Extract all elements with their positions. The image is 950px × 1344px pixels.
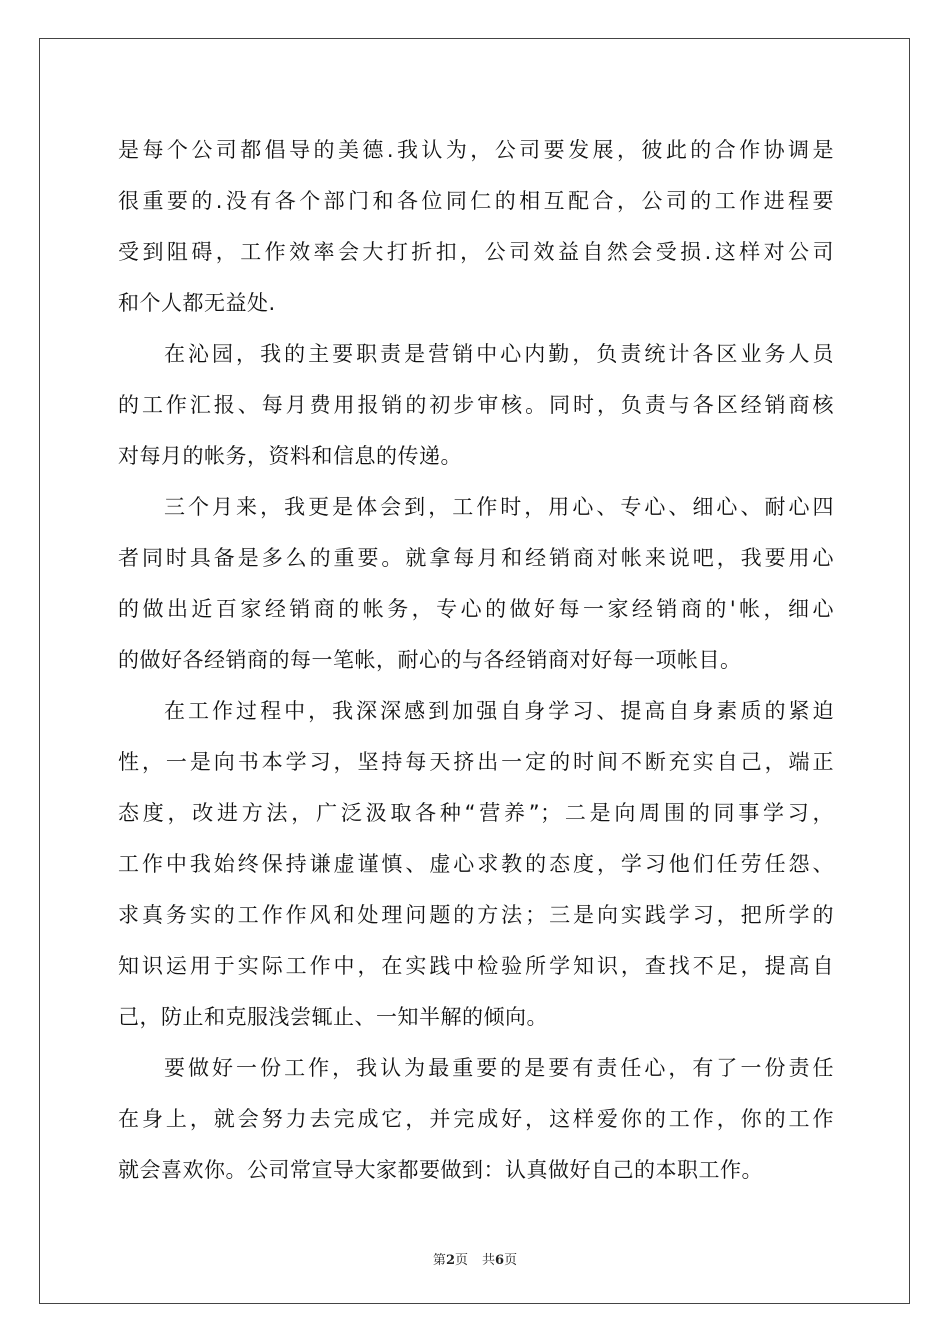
text-line: 是每个公司都倡导的美德.我认为，公司要发展，彼此的合作协调是 bbox=[118, 138, 834, 162]
text-line: 对每月的帐务，资料和信息的传递。 bbox=[118, 444, 462, 468]
text-line: 在工作过程中，我深深感到加强自身学习、提高自身素质的紧迫 bbox=[164, 699, 834, 723]
total-page-number: 6 bbox=[495, 1253, 505, 1268]
page-prefix: 第 bbox=[432, 1253, 446, 1268]
text-line: 和个人都无益处. bbox=[118, 291, 276, 315]
text-line: 在沁园，我的主要职责是营销中心内勤，负责统计各区业务人员 bbox=[164, 342, 834, 366]
current-page-number: 2 bbox=[445, 1253, 455, 1268]
text-line: 就会喜欢你。公司常宣导大家都要做到：认真做好自己的本职工作。 bbox=[118, 1158, 763, 1182]
total-prefix: 共 bbox=[482, 1253, 496, 1268]
text-line: 的工作汇报、每月费用报销的初步审核。同时，负责与各区经销商核 bbox=[118, 393, 834, 417]
text-line: 三个月来，我更是体会到，工作时，用心、专心、细心、耐心四 bbox=[164, 495, 834, 519]
text-line: 要做好一份工作，我认为最重要的是要有责任心，有了一份责任 bbox=[164, 1056, 834, 1080]
text-line: 态度，改进方法，广泛汲取各种“营养”；二是向周围的同事学习， bbox=[118, 801, 834, 825]
page-suffix: 页 bbox=[454, 1253, 468, 1268]
total-suffix: 页 bbox=[504, 1253, 518, 1268]
text-line: 的做好各经销商的每一笔帐，耐心的与各经销商对好每一项帐目。 bbox=[118, 648, 742, 672]
text-line: 己，防止和克服浅尝辄止、一知半解的倾向。 bbox=[118, 1005, 548, 1029]
text-line: 工作中我始终保持谦虚谨慎、虚心求教的态度，学习他们任劳任怨、 bbox=[118, 852, 834, 876]
text-line: 很重要的.没有各个部门和各位同仁的相互配合，公司的工作进程要 bbox=[118, 189, 834, 213]
text-line: 在身上，就会努力去完成它，并完成好，这样爱你的工作，你的工作 bbox=[118, 1107, 834, 1131]
text-line: 者同时具备是多么的重要。就拿每月和经销商对帐来说吧，我要用心 bbox=[118, 546, 834, 570]
text-line: 知识运用于实际工作中，在实践中检验所学知识，查找不足，提高自 bbox=[118, 954, 834, 978]
document-body bbox=[118, 128, 834, 1199]
text-line: 性，一是向书本学习，坚持每天挤出一定的时间不断充实自己，端正 bbox=[118, 750, 834, 774]
text-line: 受到阻碍，工作效率会大打折扣，公司效益自然会受损.这样对公司 bbox=[118, 240, 834, 264]
page-footer bbox=[0, 1249, 950, 1268]
text-line: 的做出近百家经销商的帐务，专心的做好每一家经销商的'帐，细心 bbox=[118, 597, 834, 621]
text-line: 求真务实的工作作风和处理问题的方法；三是向实践学习，把所学的 bbox=[118, 903, 834, 927]
